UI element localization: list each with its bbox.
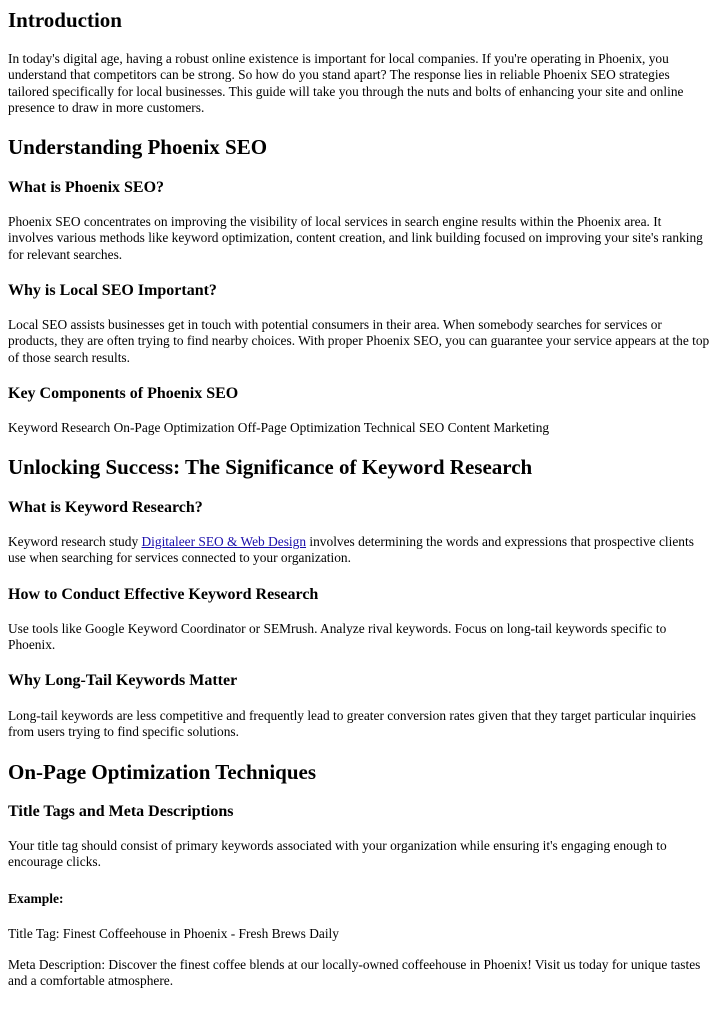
key-components-heading: Key Components of Phoenix SEO <box>8 385 239 402</box>
what-is-phoenix-seo-paragraph: Phoenix SEO concentrates on improving the visibility of local services in search engine results within the Phoenix area. It involves various methods like keyword optimization, content creation, and link building focused on improving your site's ranking for relevant searches. <box>8 214 703 262</box>
intro-paragraph: In today's digital age, having a robust online existence is important for local companies. If you're operating in Phoenix, you understand that competitors can be strong. So how do you stand apart? The response lies in reliable Phoenix SEO strategies tailored specifically for local businesses. This guide will take you through the nuts and bolts of enhancing your site and online presence to draw in more customers. <box>8 51 684 116</box>
what-is-keyword-research-paragraph <box>8 534 710 567</box>
keyword-text-before: Keyword research study <box>8 534 142 549</box>
how-to-conduct-heading: How to Conduct Effective Keyword Research <box>8 586 319 603</box>
title-tags-paragraph: Your title tag should consist of primary keywords associated with your organization while ensuring it's engaging enough to encourage clicks. <box>8 838 667 870</box>
on-page-heading: On-Page Optimization Techniques <box>8 760 317 784</box>
why-local-seo-heading: Why is Local SEO Important? <box>8 282 217 299</box>
how-to-conduct-paragraph: Use tools like Google Keyword Coordinator or SEMrush. Analyze rival keywords. Focus on long-tail keywords specific to Phoenix. <box>8 621 667 653</box>
intro-heading: Introduction <box>8 8 122 32</box>
key-components-paragraph: Keyword Research On-Page Optimization Off-Page Optimization Technical SEO Content Marketing <box>8 420 550 435</box>
keyword-research-heading: Unlocking Success: The Significance of Keyword Research <box>8 455 533 479</box>
keyword-text-after: involves determining the words and expressions that prospective clients use when searching for services connected to your organization. <box>8 534 694 566</box>
title-tags-heading: Title Tags and Meta Descriptions <box>8 803 234 820</box>
digitaleer-link[interactable]: Digitaleer SEO & Web Design <box>141 534 307 549</box>
long-tail-heading: Why Long-Tail Keywords Matter <box>8 672 238 689</box>
title-tag-example: Title Tag: Finest Coffeehouse in Phoenix - Fresh Brews Daily <box>8 926 339 941</box>
why-local-seo-paragraph: Local SEO assists businesses get in touch with potential consumers in their area. When somebody searches for services or products, they are often trying to find nearby choices. With proper Phoenix SEO, you can guarantee your service appears at the top of those search results. <box>8 317 710 365</box>
long-tail-paragraph: Long-tail keywords are less competitive and frequently lead to greater conversion rates given that they target particular inquiries from users trying to find specific solutions. <box>8 708 697 740</box>
what-is-keyword-research-heading: What is Keyword Research? <box>8 499 203 516</box>
understanding-heading: Understanding Phoenix SEO <box>8 135 268 159</box>
example-heading: Example: <box>8 891 64 906</box>
what-is-phoenix-seo-heading: What is Phoenix SEO? <box>8 179 165 196</box>
meta-description-example: Meta Description: Discover the finest coffee blends at our locally-owned coffeehouse in Phoenix! Visit us today for unique tastes and a comfortable atmosphere. <box>8 957 701 989</box>
